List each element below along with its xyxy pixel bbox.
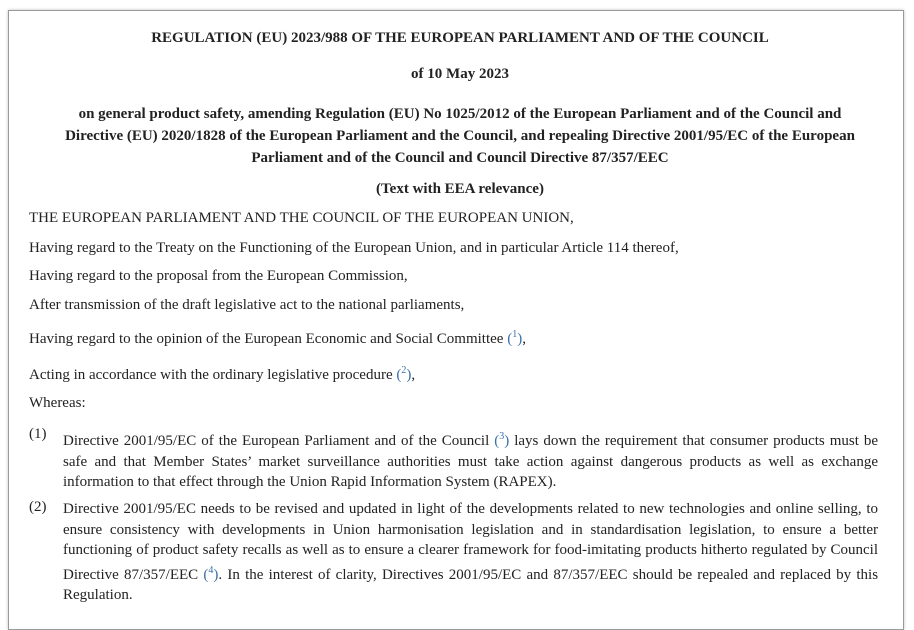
preamble-intro: THE EUROPEAN PARLIAMENT AND THE COUNCIL OF THE EUROPEAN UNION, [29, 210, 574, 226]
whereas-label: Whereas: [29, 395, 86, 411]
preamble-proposal: Having regard to the proposal from the European Commission, [29, 268, 408, 284]
eea-relevance: (Text with EEA relevance) [376, 181, 544, 197]
recital-text: Directive 2001/95/EC of the European Parliament and of the Council ($^3$) lays down the requirement that consumer products must be safe and that Member States’ market surveillance authorities must take action against dangerous products as well as exchange information to that effect through the Union Rapid Information System (RAPEX). [63, 431, 878, 490]
document-title: REGULATION (EU) 2023/988 OF THE EUROPEAN PARLIAMENT AND OF THE COUNCIL [151, 30, 769, 46]
preamble-opinion: Having regard to the opinion of the European Economic and Social Committee ($^1$), [29, 329, 526, 347]
footnote-link[interactable]: ($^4$) [203, 564, 219, 583]
preamble-treaty: Having regard to the Treaty on the Functioning of the European Union, and in particular Article 114 thereof, [29, 240, 679, 256]
procedure-text: Acting in accordance with the ordinary legislative procedure [29, 367, 393, 383]
subtitle-line: Directive (EU) 2020/1828 of the European Parliament and the Council, and repealing Directive 2001/95/EC of the European [65, 128, 855, 144]
document-subtitle [30, 103, 890, 169]
recital-text: Directive 2001/95/EC needs to be revised and updated in light of the developments related to new technologies and online selling, to ensure consistency with developments in Union harmonisation legislation and in standardisation legislation, to ensure a better functioning of product safety recalls as well as to ensure a clearer framework for food-imitating products hitherto regulated by Council Directive 87/357/EEC ($^4$). In the interest of clarity, Directives 2001/95/EC and 87/357/EEC should be repealed and replaced by this Regulation. [63, 501, 879, 603]
recital-number: (1) [29, 426, 47, 442]
preamble-procedure: Acting in accordance with the ordinary legislative procedure ($^2$), [29, 365, 416, 383]
footnote-link[interactable]: ($^3$) [494, 431, 510, 449]
recital-number: (2) [29, 499, 47, 515]
preamble-transmission: After transmission of the draft legislative act to the national parliaments, [29, 297, 465, 313]
subtitle-line: Parliament and of the Council and Council Directive 87/357/EEC [251, 150, 669, 166]
footnote-link[interactable]: ($^2$) [396, 365, 412, 383]
footnote-link[interactable]: ($^1$) [507, 329, 523, 347]
subtitle-line: on general product safety, amending Regulation (EU) No 1025/2012 of the European Parliament and of the Council and [78, 106, 842, 122]
opinion-text: Having regard to the opinion of the European Economic and Social Committee [29, 331, 504, 347]
document-date: of 10 May 2023 [411, 66, 509, 82]
